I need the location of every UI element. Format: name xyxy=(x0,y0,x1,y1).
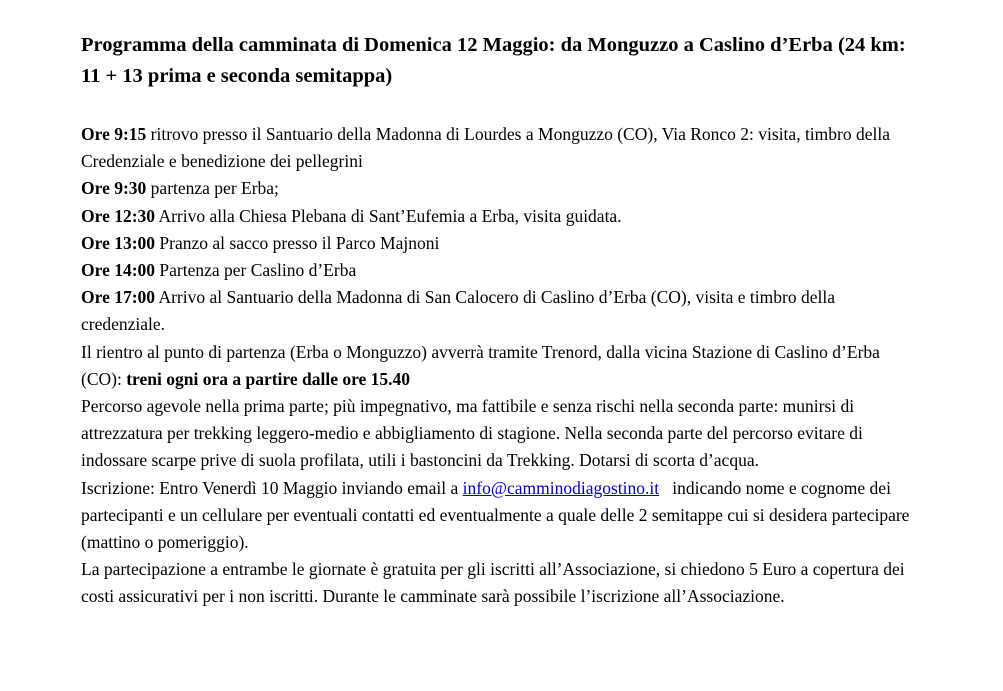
schedule-item xyxy=(81,230,911,257)
schedule-time: Ore 9:30 xyxy=(81,178,147,199)
schedule-item xyxy=(81,284,911,338)
schedule-text: Partenza per Caslino d’Erba xyxy=(155,260,357,281)
registration-text: Iscrizione: Entro Venerdì 10 Maggio inviando email a xyxy=(81,477,463,498)
document-page xyxy=(81,30,914,611)
schedule-time: Ore 12:30 xyxy=(81,205,156,226)
route-info: Percorso agevole nella prima parte; più impegnativo, ma fattibile e senza rischi nella seconda parte: munirsi di attrezzatura per trekking leggero-medio e abbigliamento di stagione. Nella seconda parte del percorso evitare di indossare scarpe prive di suola profilata, utili i bastoncini da Trekking. Dotarsi di scorta d’acqua. xyxy=(81,396,863,471)
schedule-text: Pranzo al sacco presso il Parco Majnoni xyxy=(155,232,440,253)
schedule-text: Arrivo alla Chiesa Plebana di Sant’Eufemia a Erba, visita guidata. xyxy=(155,205,622,226)
schedule-time: Ore 14:00 xyxy=(81,260,156,281)
schedule-item xyxy=(81,203,911,230)
train-schedule: treni ogni ora a partire dalle ore 15.40 xyxy=(126,368,411,389)
schedule-time: Ore 17:00 xyxy=(81,287,156,308)
email-link[interactable]: info@camminodiagostino.it xyxy=(462,477,660,498)
registration-info xyxy=(81,475,914,557)
page-title: Programma della camminata di Domenica 12 Maggio: da Monguzzo a Caslino d’Erba (24 km: 11 + 13 prima e seconda semitappa) xyxy=(81,34,906,87)
schedule-text: partenza per Erba; xyxy=(146,178,279,199)
program-body xyxy=(81,121,914,611)
schedule-item xyxy=(81,121,911,175)
return-info xyxy=(81,339,911,393)
return-text: Il rientro al punto di partenza (Erba o Monguzzo) avverrà tramite Trenord, dalla vicina Stazione di Caslino d’Erba (CO): xyxy=(81,341,880,389)
registration-text-after: indicando nome e cognome dei partecipanti e un cellulare per eventuali contatti ed eventualmente a quale delle 2 semitappe cui si desidera partecipare (mattino o pomeriggio). xyxy=(81,477,914,553)
schedule-text: ritrovo presso il Santuario della Madonna di Lourdes a Monguzzo (CO), Via Ronco 2: visita, timbro della Credenziale e benedizione dei pellegrini xyxy=(81,124,890,172)
schedule-text: Arrivo al Santuario della Madonna di San Calocero di Caslino d’Erba (CO), visita e timbro della credenziale. xyxy=(81,287,835,335)
participation-info: La partecipazione a entrambe le giornate è gratuita per gli iscritti all’Associazione, si chiedono 5 Euro a copertura dei costi assicurativi per i non iscritti. Durante le camminate sarà possibile l’iscrizione all’Associazione. xyxy=(81,559,905,607)
schedule-item xyxy=(81,257,911,284)
schedule-time: Ore 9:15 xyxy=(81,124,147,144)
schedule-time: Ore 13:00 xyxy=(81,232,156,253)
schedule-item xyxy=(81,175,911,202)
